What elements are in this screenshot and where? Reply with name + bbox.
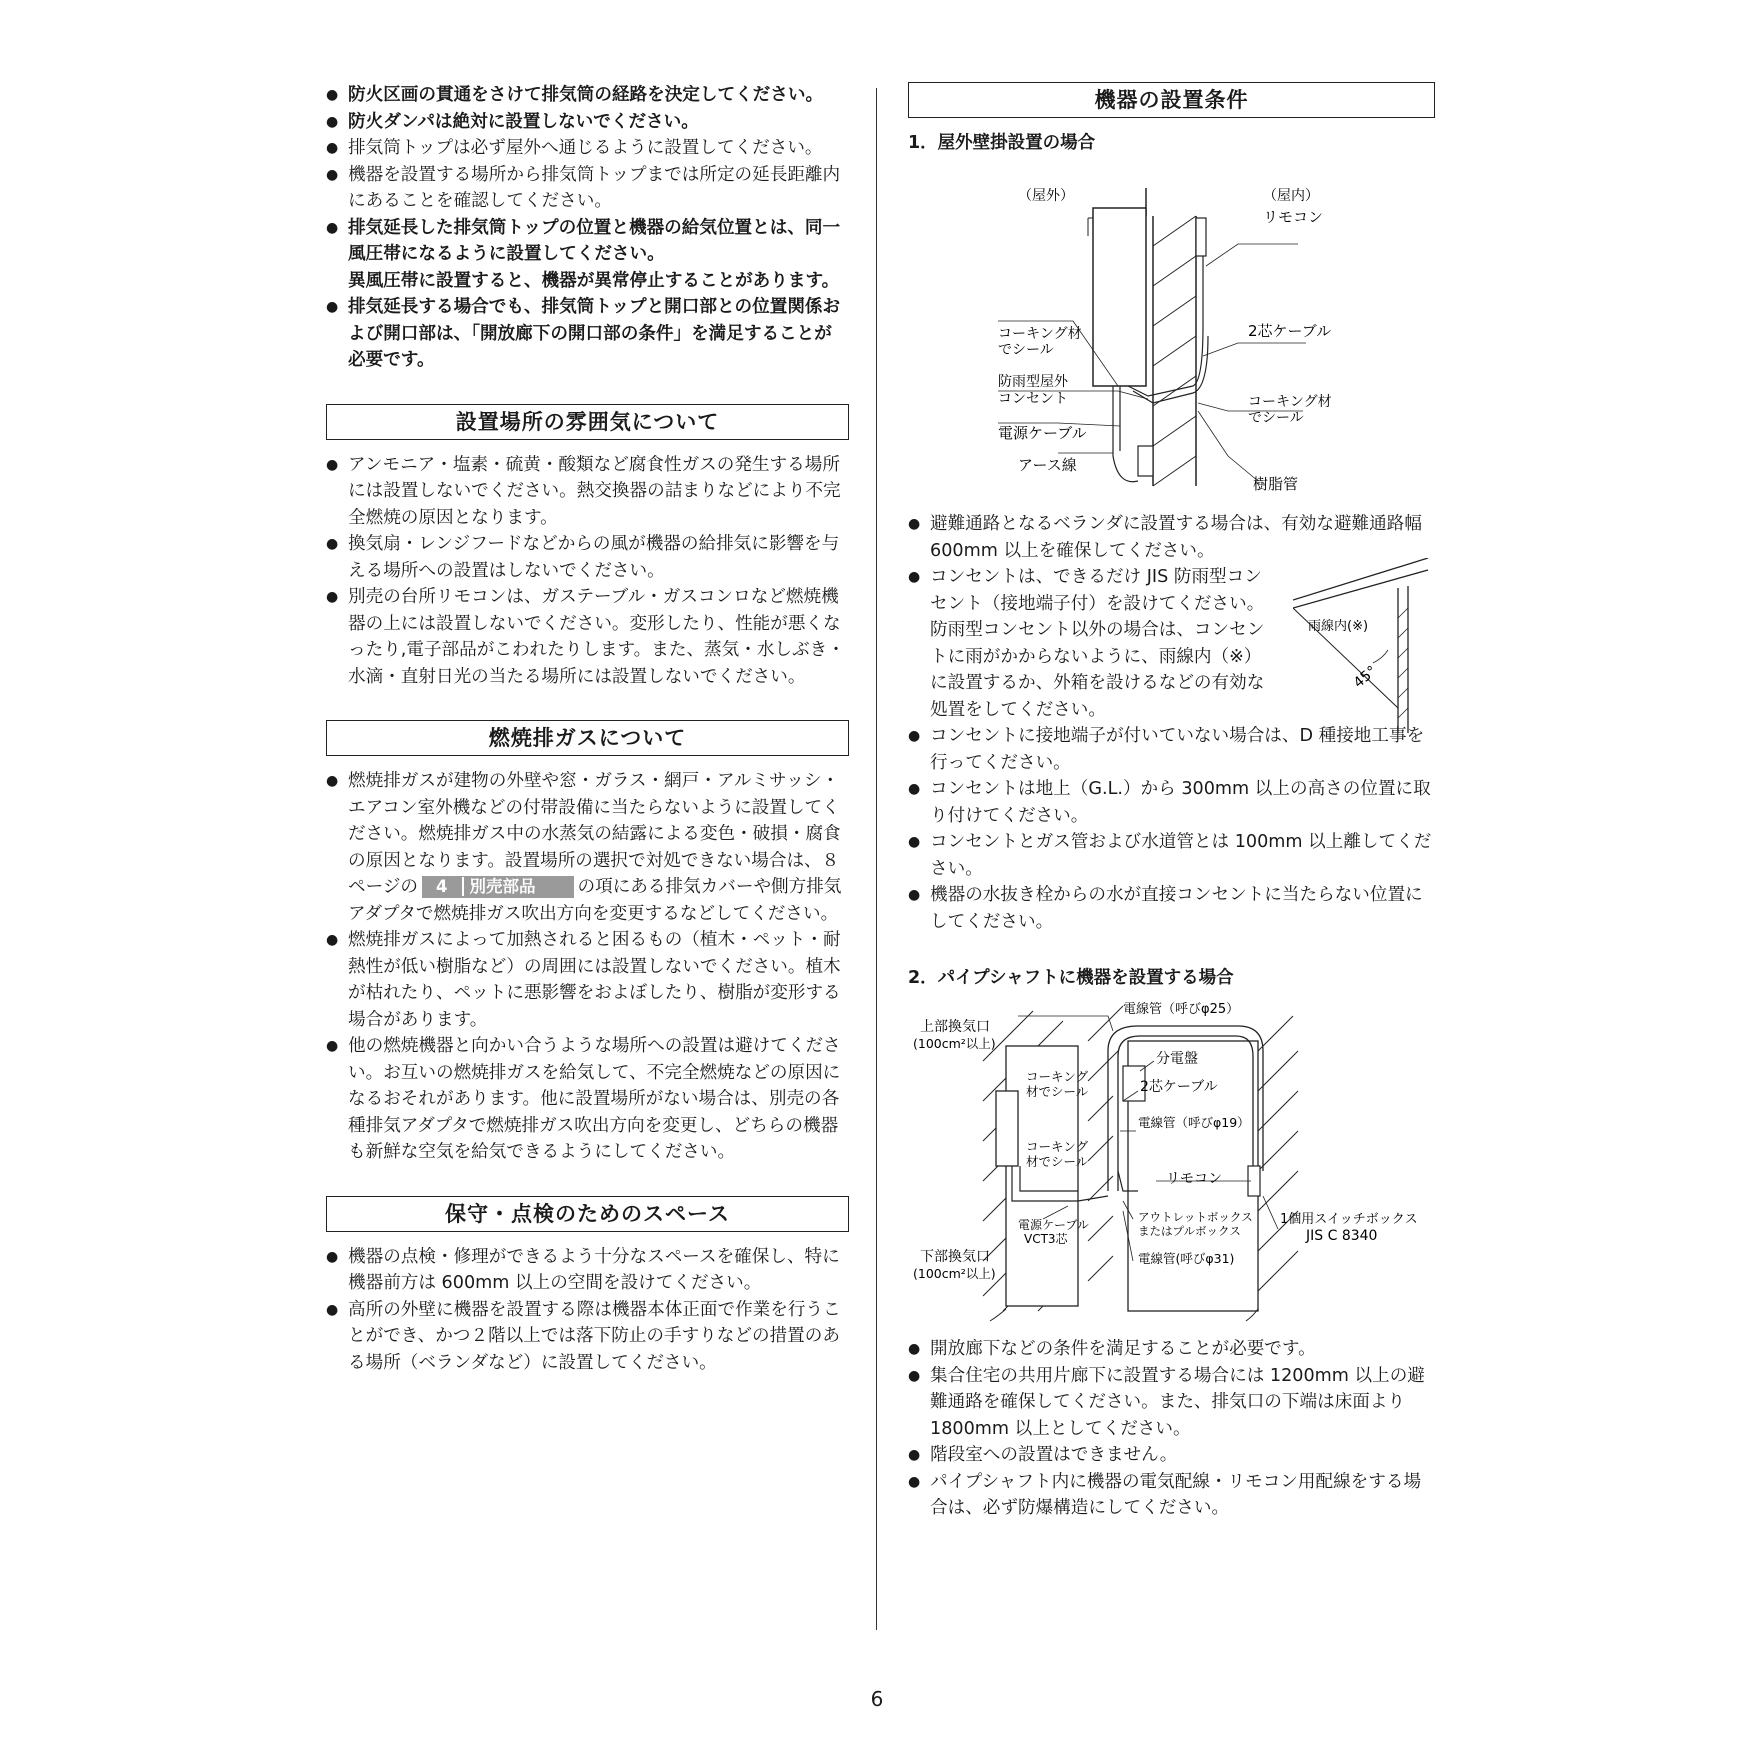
list-item (326, 215, 849, 295)
label-caulk-a1: コーキング (1026, 1069, 1089, 1084)
list-item: ● 防火区画の貫通をさけて排気筒の経路を決定してください。 (326, 82, 849, 109)
pipe-shaft-bullets (908, 1336, 1435, 1522)
label-caulk-b2: 材でシール (1026, 1154, 1089, 1169)
list-item: ● 換気扇・レンジフードなどからの風が機器の給排気に影響を与える場所への設置はしないでください。 (326, 531, 849, 584)
label-lower-vent-area: (100cm²以上) (913, 1266, 996, 1281)
outdoor-bullets-2 (908, 564, 1276, 723)
outdoor-bullets-3 (908, 723, 1435, 935)
outdoor-wall-diagram (908, 156, 1435, 511)
list-item-text: の項にある排気カバーや側方排気アダプタで燃焼排ガス吹出方向を変更するなどしてください。 (348, 877, 842, 924)
outlet-row (908, 564, 1435, 723)
list-item: ● コンセントとガス管および水道管とは 100mm 以上離してください。 (908, 829, 1435, 882)
list-item: ● 別売の台所リモコンは、ガステーブル・ガスコンロなど燃焼機器の上には設置しないでください。変形したり、性能が悪くなったり,電子部品がこわれたりします。また、蒸気・水しぶき・水滴・直射日光の当たる場所には設置しないでください。 (326, 584, 849, 690)
tag-number: 4 (436, 877, 448, 896)
label-2core-cable: 2芯ケーブル (1140, 1079, 1218, 1095)
section-title-install-conditions: 機器の設置条件 (908, 82, 1435, 118)
atmosphere-bullets (326, 452, 849, 691)
section-title-maintenance: 保守・点検のためのスペース (326, 1196, 849, 1232)
label-distribution-panel: 分電盤 (1156, 1051, 1198, 1067)
list-item: ● コンセントに接地端子が付いていない場合は、D 種接地工事を行ってください。 (908, 723, 1435, 776)
section-title-exhaust: 燃焼排ガスについて (326, 720, 849, 756)
list-item: ● 集合住宅の共用片廊下に設置する場合には 1200mm 以上の避難通路を確保してください。また、排気口の下端は床面より 1800mm 以上としてください。 (908, 1363, 1435, 1443)
list-item: ● 避難通路となるベランダに設置する場合は、有効な避難通路幅 600mm 以上を確保してください。 (908, 511, 1435, 564)
list-item: ● 高所の外壁に機器を設置する際は機器本体正面で作業を行うことができ、かつ２階以上では落下防止の手すりなどの措置のある場所（ベランダなど）に設置してください。 (326, 1297, 849, 1377)
pipe-shaft-diagram (908, 991, 1435, 1336)
list-item: ● 燃焼排ガスによって加熱されると困るもの（植木・ペット・耐熱性が低い樹脂など）の周囲には設置しないでください。植木が枯れたり、ペットに悪影響をおよぼしたり、樹脂が変形する場合があります。 (326, 927, 849, 1033)
label-outlet-box-2: またはプルボックス (1138, 1224, 1241, 1238)
list-item: ● 排気延長する場合でも、排気筒トップと開口部との位置関係および開口部は、「開放廊下の開口部の条件」を満足することが必要です。 (326, 294, 849, 374)
label-caulk-a2: 材でシール (1026, 1084, 1089, 1099)
list-item: ● 機器の水抜き栓からの水が直接コンセントに当たらない位置にしてください。 (908, 882, 1435, 935)
label-caulk-2a: コーキング材 (1248, 394, 1332, 410)
label-rain-line: 雨線内(※) (1308, 619, 1369, 634)
page-number: 6 (870, 1687, 884, 1711)
section-title-atmosphere: 設置場所の雰囲気について (326, 404, 849, 440)
label-indoor: （屋内） (1263, 188, 1319, 204)
exhaust-bullets (326, 768, 849, 1166)
list-item: ● 機器を設置する場所から排気筒トップまでは所定の延長距離内にあることを確認してください。 (326, 162, 849, 215)
label-remocon: リモコン (1263, 208, 1324, 226)
list-item-text: 燃焼排ガスが建物の外壁や窓・ガラス・網戸・アルミサッシ・エアコン室外機などの付帯設備に当たらないように設置してください。燃焼排ガス中の水蒸気の結露による変色・破損・腐食の原因となります。設置場所の選択で対処できない場合は、８ページの (348, 771, 841, 897)
label-lower-vent: 下部換気口 (920, 1249, 990, 1265)
label-caulk-2b: でシール (1248, 410, 1304, 426)
outdoor-bullets-1 (908, 511, 1435, 564)
list-item-text: 排気延長した排気筒トップの位置と機器の給気位置とは、同一風圧帯になるように設置してください。 (348, 217, 841, 264)
label-jis: JIS C 8340 (1306, 1228, 1378, 1244)
right-column (908, 82, 1435, 1522)
list-item: ● 防火ダンパは絶対に設置しないでください。 (326, 109, 849, 136)
list-item: ● パイプシャフト内に機器の電気配線・リモコン用配線をする場合は、必ず防爆構造にしてください。 (908, 1469, 1435, 1522)
list-item: ● コンセントは地上（G.L.）から 300mm 以上の高さの位置に取り付けてください。 (908, 776, 1435, 829)
label-conduit-25: 電線管（呼びφ25） (1123, 1002, 1240, 1017)
label-upper-vent-area: (100cm²以上) (913, 1036, 996, 1051)
subheading-pipe-shaft: 2．パイプシャフトに機器を設置する場合 (908, 968, 1234, 988)
label-caulk-b1: コーキング (1026, 1139, 1089, 1154)
label-remocon: リモコン (1166, 1171, 1222, 1187)
section-reference-tag (422, 876, 573, 898)
label-2core-cable: 2芯ケーブル (1248, 322, 1332, 340)
rain-line-diagram (1293, 558, 1433, 738)
subheading-outdoor-wall: 1．屋外壁掛設置の場合 (908, 133, 1096, 153)
list-item: ● 開放廊下などの条件を満足することが必要です。 (908, 1336, 1435, 1363)
column-divider (876, 88, 877, 1630)
maintenance-bullets (326, 1244, 849, 1377)
label-outlet-box-1: アウトレットボックス (1138, 1210, 1253, 1224)
list-item-extra: 異風圧帯に設置すると、機器が異常停止することがあります。 (348, 270, 840, 291)
label-upper-vent: 上部換気口 (920, 1019, 990, 1035)
list-item: ● 排気筒トップは必ず屋外へ通じるように設置してください。 (326, 135, 849, 162)
list-item: ● 階段室への設置はできません。 (908, 1442, 1435, 1469)
label-power-cable-1: 電源ケーブル (1018, 1218, 1089, 1232)
label-conduit-31: 電線管(呼びφ31) (1138, 1251, 1235, 1266)
label-caulk-1b: でシール (998, 342, 1054, 358)
left-column (326, 82, 849, 1376)
tag-text: 別売部品 (462, 877, 566, 896)
list-item: ● コンセントは、できるだけ JIS 防雨型コンセント（接地端子付）を設けてください。防雨型コンセント以外の場合は、コンセントに雨がかからないように、雨線内（※）に設置するか、外箱を設けるなどの有効な処置をしてください。 (908, 564, 1276, 723)
label-resin-pipe: 樹脂管 (1253, 475, 1299, 493)
list-item: ● 機器の点検・修理ができるよう十分なスペースを確保し、特に機器前方は 600mm 以上の空間を設けてください。 (326, 1244, 849, 1297)
label-conduit-19: 電線管（呼びφ19） (1138, 1115, 1250, 1130)
list-item: ● アンモニア・塩素・硫黄・酸類など腐食性ガスの発生する場所には設置しないでください。熱交換器の詰まりなどにより不完全燃焼の原因となります。 (326, 452, 849, 532)
label-switchbox: 1個用スイッチボックス (1280, 1212, 1418, 1227)
list-item (326, 768, 849, 927)
label-power-cable-2: VCT3芯 (1024, 1232, 1068, 1246)
intro-bullets (326, 82, 849, 374)
label-outlet-a: 防雨型屋外 (998, 374, 1068, 390)
label-caulk-1: コーキング材 (998, 326, 1082, 342)
label-45-degrees: 45° (1350, 663, 1381, 692)
label-power-cable: 電源ケーブル (998, 424, 1087, 442)
label-outlet-b: コンセント (998, 391, 1068, 407)
label-outdoor: （屋外） (1018, 188, 1074, 204)
list-item: ● 他の燃焼機器と向かい合うような場所への設置は避けてください。お互いの燃焼排ガスを給気して、不完全燃焼などの原因になるおそれがあります。他に設置場所がない場合は、別売の各種排気アダプタで燃焼排ガス吹出方向を変更し、どちらの機器も新鮮な空気を給気できるようにしてください。 (326, 1033, 849, 1166)
label-earth-wire: アース線 (1018, 456, 1077, 474)
